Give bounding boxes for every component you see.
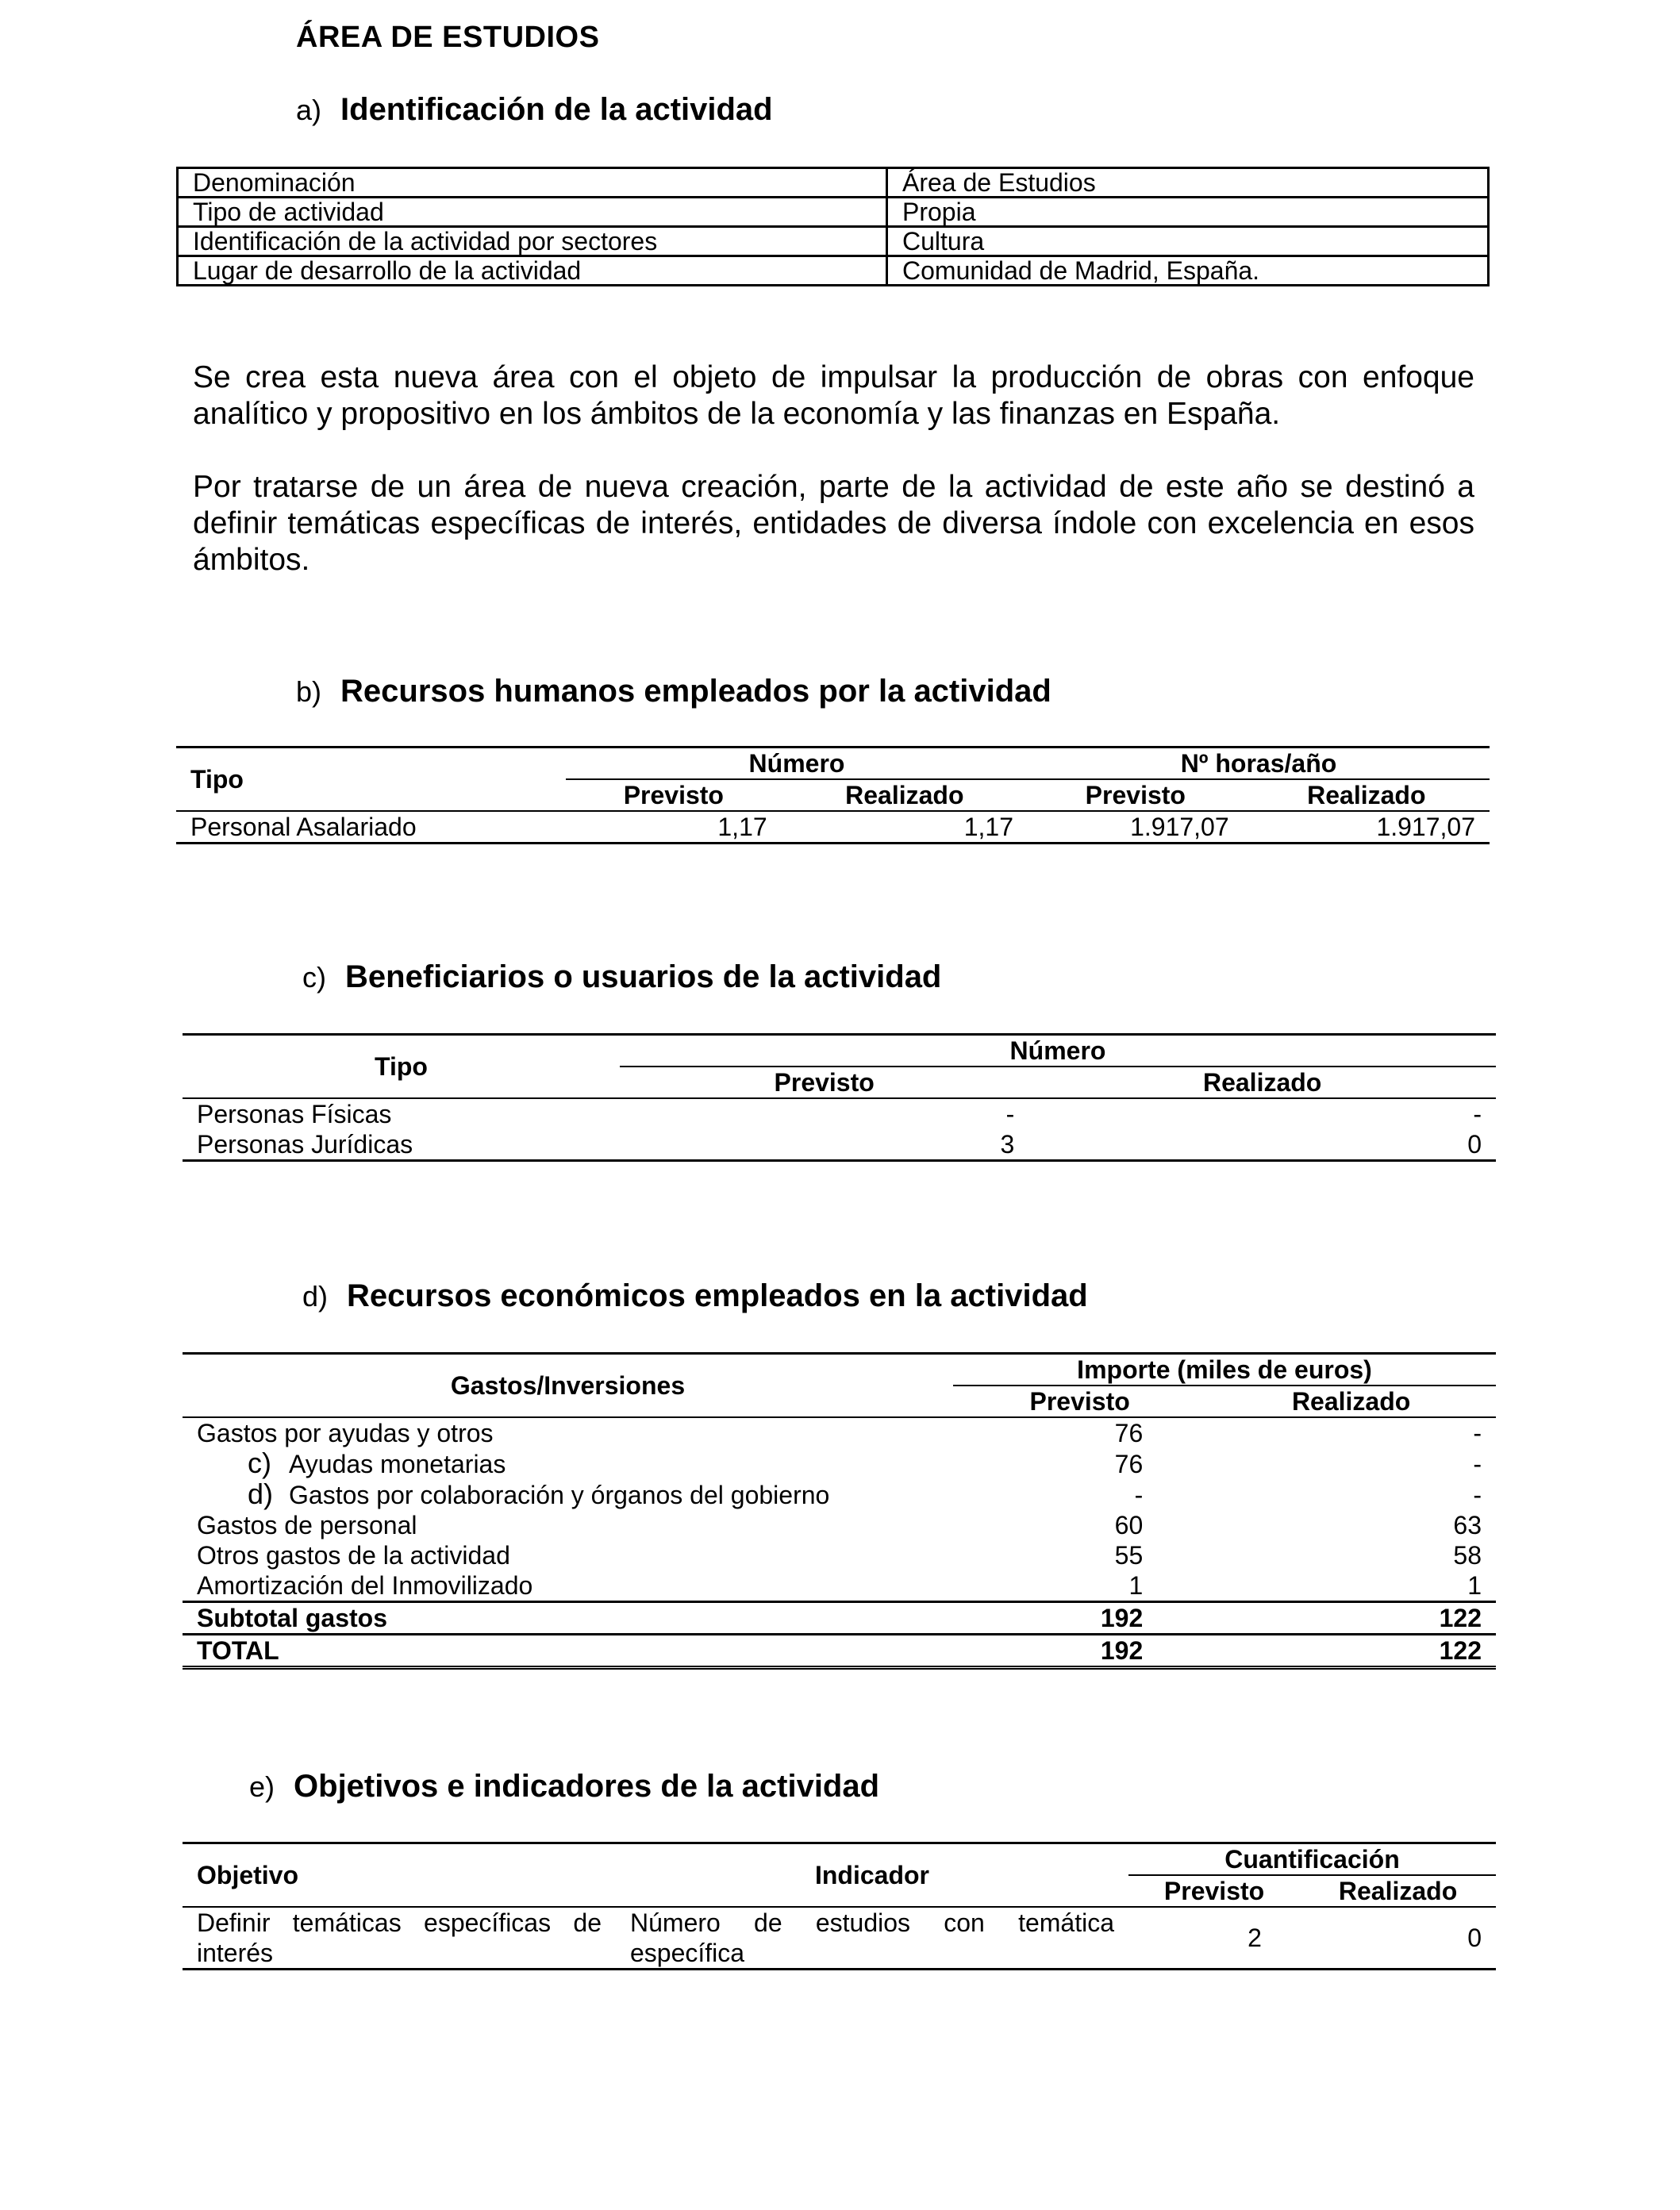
cell-label: Otros gastos de la actividad: [197, 1541, 510, 1570]
table-row: [178, 168, 1489, 198]
cell-indicador: Número de estudios con temática específica: [630, 1908, 1114, 1967]
col-previsto: Previsto: [1163, 1877, 1265, 1905]
id-value: Propia: [887, 198, 1489, 227]
cell-horas-previsto: 1.917,07: [1130, 813, 1229, 841]
col-previsto: Previsto: [623, 781, 724, 809]
table-row: [183, 1907, 1496, 1970]
cell-previsto: 3: [1000, 1130, 1015, 1159]
cell-num-realizado: 1,17: [963, 813, 1013, 841]
col-realizado: Realizado: [1291, 1387, 1411, 1416]
table-row: [183, 1448, 1496, 1479]
cell-tipo: Personas Físicas: [197, 1100, 392, 1128]
section-e-title: Objetivos e indicadores de la actividad: [294, 1769, 880, 1804]
subtotal-realizado: 122: [1439, 1604, 1482, 1632]
group-horas: Nº horas/año: [1028, 748, 1490, 780]
col-realizado: Realizado: [1202, 1068, 1322, 1097]
cell-previsto: -: [1005, 1100, 1015, 1128]
cell-tipo: Personas Jurídicas: [197, 1130, 413, 1159]
cell-horas-realizado: 1.917,07: [1376, 813, 1475, 841]
page-title: ÁREA DE ESTUDIOS: [296, 21, 600, 54]
table-row: [183, 1129, 1496, 1161]
cell-realizado: -: [1473, 1480, 1482, 1509]
cell-label: Gastos de personal: [197, 1511, 417, 1539]
cell-label: Amortización del Inmovilizado: [197, 1571, 533, 1600]
col-realizado: Realizado: [1338, 1877, 1458, 1905]
cell-previsto: 60: [1114, 1511, 1144, 1539]
section-c-title: Beneficiarios o usuarios de la actividad: [345, 959, 942, 994]
table-row: [183, 1417, 1496, 1448]
cell-realizado: 58: [1453, 1541, 1482, 1570]
total-row: [183, 1635, 1496, 1668]
header-row: [183, 1035, 1496, 1067]
subtotal-previsto: 192: [1100, 1604, 1144, 1632]
subtotal-label: Subtotal gastos: [197, 1604, 388, 1632]
cell-previsto: 76: [1114, 1419, 1144, 1447]
section-c-heading: [302, 959, 941, 995]
section-a-title: Identificación de la actividad: [340, 92, 773, 127]
cell-num-previsto: 1,17: [717, 813, 767, 841]
id-value: Comunidad de Madrid, España.: [887, 256, 1489, 286]
header-row: [176, 748, 1490, 780]
cell-realizado: 0: [1467, 1924, 1482, 1952]
table-row: [183, 1098, 1496, 1129]
id-value: Área de Estudios: [887, 168, 1489, 198]
id-label: Tipo de actividad: [178, 198, 887, 227]
id-label: Denominación: [178, 168, 887, 198]
cell-label: [183, 1448, 953, 1479]
col-tipo: Tipo: [176, 748, 566, 812]
col-previsto: Previsto: [1085, 781, 1186, 809]
id-value: Cultura: [887, 227, 1489, 256]
total-label: TOTAL: [197, 1636, 279, 1665]
cell-objetivo: Definir temáticas específicas de interés: [197, 1908, 602, 1967]
cell-tipo: Personal Asalariado: [190, 813, 417, 841]
table-row: [183, 1479, 1496, 1510]
human-resources-table: [176, 746, 1490, 844]
table-row: [183, 1510, 1496, 1540]
header-row: [183, 1354, 1496, 1386]
subtotal-row: [183, 1602, 1496, 1635]
group-importe: Importe (miles de euros): [953, 1354, 1496, 1386]
id-label: Identificación de la actividad por sectores: [178, 227, 887, 256]
list-marker: c): [248, 1447, 271, 1479]
paragraph-1: Se crea esta nueva área con el objeto de impulsar la producción de obras con enfoque analítico y propositivo en los ámbitos de la economía y las finanzas en España.: [193, 360, 1474, 431]
section-d-title: Recursos económicos empleados en la actividad: [347, 1278, 1088, 1313]
cell-realizado: -: [1473, 1449, 1482, 1478]
cell-realizado: -: [1473, 1419, 1482, 1447]
cell-label-text: Ayudas monetarias: [289, 1450, 506, 1478]
group-numero: Número: [566, 748, 1028, 780]
economic-resources-table: [183, 1352, 1496, 1670]
cell-previsto: 76: [1114, 1449, 1144, 1478]
cell-realizado: 63: [1453, 1511, 1482, 1539]
group-cuantificacion: Cuantificación: [1128, 1843, 1496, 1876]
cell-label-text: Gastos por colaboración y órganos del gobierno: [289, 1481, 830, 1509]
section-a-heading: [296, 92, 773, 128]
cell-realizado: -: [1473, 1100, 1482, 1128]
cell-previsto: 55: [1114, 1541, 1144, 1570]
total-previsto: 192: [1100, 1636, 1144, 1665]
header-row: [183, 1843, 1496, 1876]
cell-previsto: 2: [1248, 1924, 1262, 1952]
total-realizado: 122: [1439, 1636, 1482, 1665]
objectives-table: [183, 1842, 1496, 1970]
section-e-heading: [249, 1769, 879, 1805]
col-realizado: Realizado: [1307, 781, 1426, 809]
identification-table: [176, 167, 1490, 286]
col-objetivo: Objetivo: [183, 1843, 616, 1908]
table-row: [178, 256, 1489, 286]
table-row: [176, 811, 1490, 844]
paragraph-2: Por tratarse de un área de nueva creación, parte de la actividad de este año se destinó a definir temáticas específicas de interés, entidades de diversa índole con excelencia en esos ámbitos.: [193, 470, 1474, 577]
section-c-letter: c): [302, 961, 326, 994]
col-tipo: Tipo: [183, 1035, 620, 1099]
id-label: Lugar de desarrollo de la actividad: [178, 256, 887, 286]
section-b-title: Recursos humanos empleados por la actividad: [340, 674, 1051, 709]
table-row: [178, 198, 1489, 227]
cell-previsto: -: [1134, 1480, 1144, 1509]
section-d-letter: d): [302, 1280, 329, 1313]
beneficiaries-table: [183, 1033, 1496, 1162]
table-row: [178, 227, 1489, 256]
col-realizado: Realizado: [845, 781, 964, 809]
cell-label: [183, 1479, 953, 1510]
section-b-letter: b): [296, 675, 322, 708]
col-gastos: Gastos/Inversiones: [183, 1354, 953, 1418]
section-b-heading: [296, 674, 1051, 709]
col-previsto: Previsto: [774, 1068, 875, 1097]
section-e-letter: e): [249, 1770, 275, 1803]
cell-realizado: 0: [1467, 1130, 1482, 1159]
cell-realizado: 1: [1467, 1571, 1482, 1600]
cell-label: Gastos por ayudas y otros: [197, 1419, 494, 1447]
list-marker: d): [248, 1478, 274, 1510]
group-numero: Número: [620, 1035, 1496, 1067]
col-previsto: Previsto: [1029, 1387, 1130, 1416]
col-indicador: Indicador: [616, 1843, 1128, 1908]
cell-previsto: 1: [1128, 1571, 1144, 1600]
table-row: [183, 1570, 1496, 1602]
table-row: [183, 1540, 1496, 1570]
section-a-letter: a): [296, 94, 322, 126]
section-d-heading: [302, 1278, 1088, 1314]
